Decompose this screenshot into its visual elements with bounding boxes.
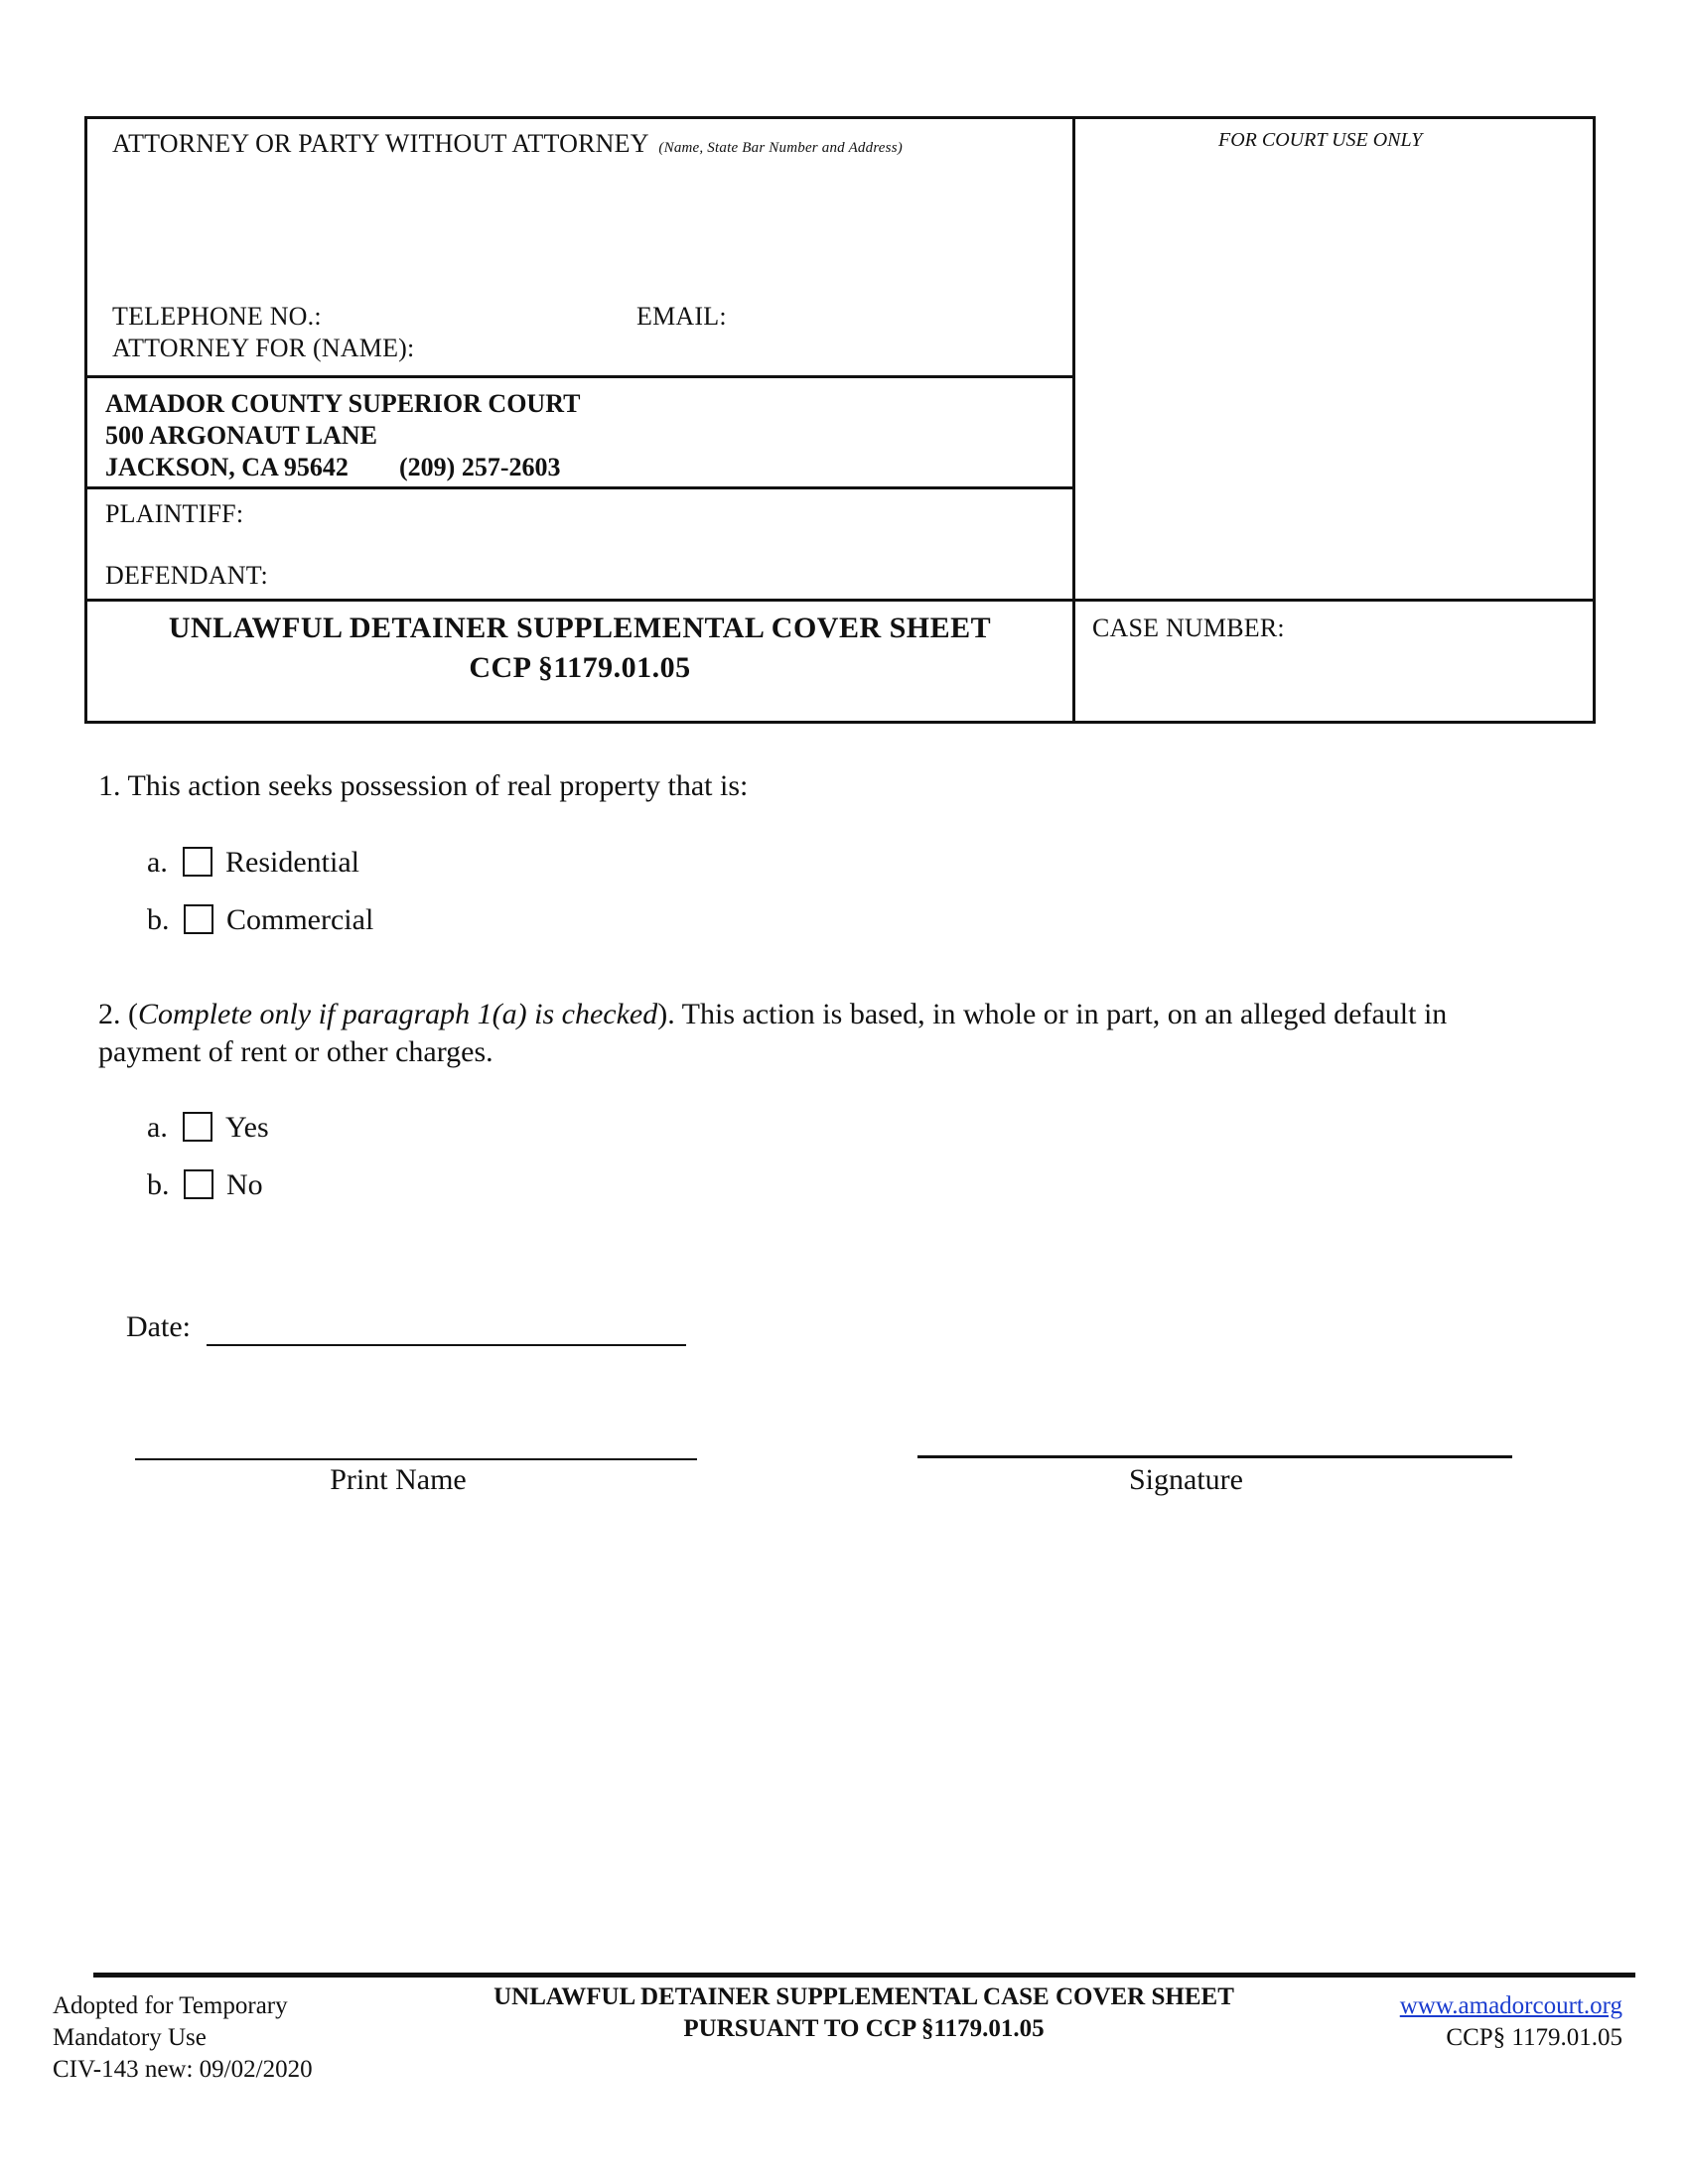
question-2-condition: Complete only if paragraph 1(a) is checked	[138, 998, 658, 1030]
no-checkbox[interactable]	[184, 1169, 213, 1199]
code-reference: CCP§ 1179.01.05	[1446, 2024, 1622, 2051]
plaintiff-label: PLAINTIFF:	[105, 499, 244, 528]
email-label: EMAIL:	[636, 302, 727, 331]
attorney-label: ATTORNEY OR PARTY WITHOUT ATTORNEY	[112, 129, 648, 158]
date-label: Date:	[126, 1310, 191, 1343]
signature-line[interactable]	[917, 1455, 1512, 1458]
commercial-label: Commercial	[226, 903, 374, 936]
no-label: No	[226, 1168, 263, 1201]
footer-title-line2: PURSUANT TO CCP §1179.01.05	[683, 2015, 1045, 2042]
yes-checkbox[interactable]	[183, 1112, 212, 1142]
defendant-label: DEFENDANT:	[105, 561, 268, 590]
title-row-rule	[84, 599, 1596, 602]
residential-label: Residential	[225, 846, 359, 879]
question-2-line2: payment of rent or other charges.	[98, 1035, 493, 1068]
form-title-line2: CCP §1179.01.05	[469, 651, 691, 684]
table-top-border	[84, 116, 1596, 119]
form-id: CIV-143 new: 09/02/2020	[53, 2056, 313, 2083]
table-column-divider	[1072, 116, 1075, 724]
commercial-checkbox[interactable]	[184, 904, 213, 934]
q2-option-a-letter: a.	[147, 1111, 168, 1144]
date-line[interactable]	[207, 1344, 686, 1346]
q1-option-a-letter: a.	[147, 846, 168, 879]
attorney-hint: (Name, State Bar Number and Address)	[658, 140, 903, 156]
court-phone: (209) 257-2603	[399, 453, 561, 481]
court-section-rule	[84, 486, 1075, 489]
adopted-line1: Adopted for Temporary	[53, 1992, 288, 2019]
print-name-label: Print Name	[330, 1463, 467, 1496]
question-1: 1. This action seeks possession of real property that is:	[98, 769, 749, 802]
footer-title-line1: UNLAWFUL DETAINER SUPPLEMENTAL CASE COVER SHEET	[493, 1983, 1234, 2010]
court-city: JACKSON, CA 95642	[105, 453, 349, 481]
court-use-only: FOR COURT USE ONLY	[1218, 129, 1423, 151]
adopted-line2: Mandatory Use	[53, 2024, 207, 2051]
court-street: 500 ARGONAUT LANE	[105, 421, 378, 450]
yes-label: Yes	[225, 1111, 269, 1144]
attorney-section-rule	[84, 375, 1075, 378]
residential-checkbox[interactable]	[183, 847, 212, 877]
form-title-line1: UNLAWFUL DETAINER SUPPLEMENTAL COVER SHEET	[168, 612, 992, 644]
attorney-heading	[112, 129, 903, 159]
court-name: AMADOR COUNTY SUPERIOR COURT	[105, 389, 581, 418]
table-bottom-border	[84, 721, 1596, 724]
footer-rule	[93, 1973, 1635, 1978]
attorney-for-label: ATTORNEY FOR (NAME):	[112, 334, 415, 362]
question-2-line1	[98, 998, 1447, 1031]
website-link[interactable]: www.amadorcourt.org	[1399, 1992, 1622, 2019]
q2-option-b-letter: b.	[147, 1168, 170, 1201]
question-2-number: 2. (	[98, 998, 138, 1030]
table-right-border	[1593, 116, 1596, 724]
case-number-label: CASE NUMBER:	[1092, 614, 1285, 642]
signature-label: Signature	[1129, 1463, 1243, 1496]
q1-option-b-letter: b.	[147, 903, 170, 936]
website-wrapper	[1291, 1990, 1622, 2022]
print-name-line[interactable]	[135, 1458, 697, 1460]
question-2-text: ). This action is based, in whole or in part, on an alleged default in	[657, 998, 1448, 1030]
telephone-label: TELEPHONE NO.:	[112, 302, 322, 331]
